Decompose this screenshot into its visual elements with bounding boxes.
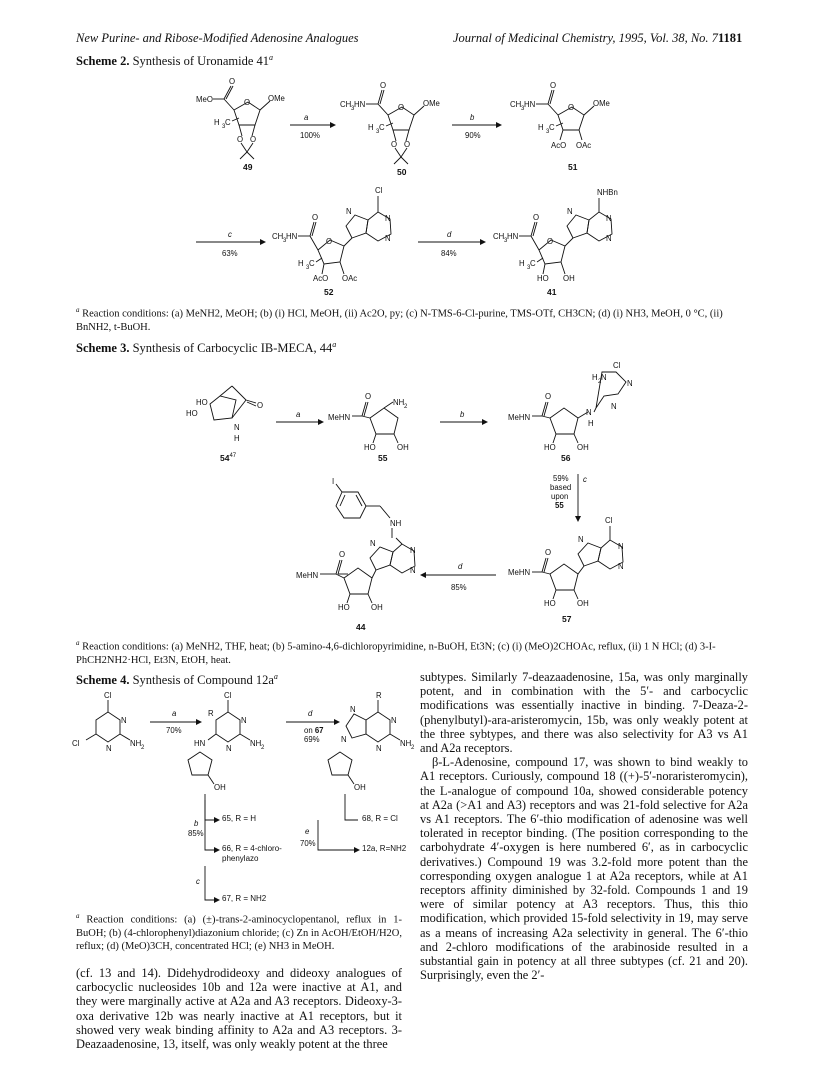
svg-text:b: b	[470, 113, 475, 122]
page-number: 1181	[718, 31, 743, 45]
svg-text:N: N	[350, 705, 356, 714]
svg-text:O: O	[250, 135, 257, 144]
svg-text:c: c	[583, 475, 587, 484]
svg-text:N: N	[578, 535, 584, 544]
svg-text:HN: HN	[194, 739, 206, 748]
svg-text:c: c	[228, 230, 232, 239]
svg-text:CH: CH	[493, 232, 505, 241]
compound-49-structure	[196, 77, 285, 159]
svg-text:OMe: OMe	[423, 99, 440, 108]
svg-text:OH: OH	[577, 443, 589, 452]
svg-text:3: 3	[504, 238, 508, 244]
svg-text:HN: HN	[524, 100, 536, 109]
svg-text:OMe: OMe	[593, 99, 610, 108]
scheme4-note-mark: a	[273, 672, 278, 681]
branch-c	[205, 866, 218, 900]
svg-text:OH: OH	[371, 603, 383, 612]
compound-44-label: 44	[356, 622, 366, 632]
scheme4-title-text: Synthesis of Compound 12a	[132, 673, 274, 688]
svg-text:O: O	[237, 135, 244, 144]
svg-text:2: 2	[598, 379, 602, 385]
svg-text:N: N	[601, 373, 607, 382]
compound-12a-structure	[328, 691, 415, 792]
svg-text:N: N	[567, 207, 573, 216]
scheme3-title	[76, 340, 336, 356]
svg-text:N: N	[627, 379, 633, 388]
compound-68-label: 68, R = Cl	[362, 814, 398, 823]
svg-text:O: O	[545, 392, 552, 401]
svg-text:3: 3	[376, 129, 380, 135]
svg-text:OH: OH	[214, 783, 226, 792]
svg-text:MeO: MeO	[196, 95, 213, 104]
svg-text:d: d	[447, 230, 452, 239]
compound-12a-label: 12a, R=NH2	[362, 844, 407, 853]
svg-text:O: O	[365, 392, 372, 401]
scheme4-label: Scheme 4.	[76, 673, 130, 688]
svg-text:H: H	[588, 419, 594, 428]
svg-text:N: N	[370, 539, 376, 548]
svg-text:O: O	[550, 81, 557, 90]
svg-text:63%: 63%	[222, 249, 238, 258]
svg-text:H: H	[234, 434, 240, 443]
svg-text:O: O	[547, 237, 554, 246]
svg-text:upon: upon	[551, 492, 569, 501]
svg-text:OAc: OAc	[342, 274, 358, 283]
compound-54-label: $54^{47}$	[220, 453, 237, 463]
scheme3-note-mark: a	[332, 340, 337, 349]
svg-text:O: O	[326, 237, 333, 246]
svg-text:HO: HO	[364, 443, 376, 452]
svg-text:OH: OH	[354, 783, 366, 792]
svg-text:O: O	[229, 77, 236, 86]
svg-text:OH: OH	[577, 599, 589, 608]
svg-text:2: 2	[411, 745, 415, 751]
svg-text:90%: 90%	[465, 131, 481, 140]
svg-text:O: O	[244, 98, 251, 107]
compound-51-label: 51	[568, 162, 578, 172]
svg-text:N: N	[106, 744, 112, 753]
svg-text:H: H	[368, 123, 374, 132]
svg-text:HO: HO	[544, 443, 556, 452]
svg-text:HO: HO	[544, 599, 556, 608]
scheme4-title	[76, 672, 278, 688]
svg-text:H: H	[298, 259, 304, 268]
svg-text:CH: CH	[510, 100, 522, 109]
svg-text:e: e	[305, 827, 310, 836]
scheme2-note-mark: a	[269, 53, 274, 62]
svg-text:d: d	[308, 709, 313, 718]
svg-text:I: I	[332, 477, 335, 486]
scheme2-title-text: Synthesis of Uronamide 41	[132, 54, 270, 69]
svg-text:AcO: AcO	[313, 274, 329, 283]
svg-text:a: a	[296, 410, 301, 419]
svg-text:NH: NH	[400, 739, 412, 748]
svg-text:3: 3	[283, 238, 287, 244]
right-column-text	[420, 670, 748, 982]
svg-text:3: 3	[351, 106, 355, 112]
svg-text:N: N	[226, 744, 232, 753]
compound-65-structure	[188, 691, 265, 792]
svg-text:3: 3	[521, 106, 525, 112]
svg-text:NH: NH	[393, 398, 405, 407]
svg-text:AcO: AcO	[551, 141, 567, 150]
svg-text:O: O	[391, 140, 398, 149]
branch-b	[205, 794, 218, 820]
svg-text:O: O	[339, 550, 346, 559]
svg-text:HO: HO	[537, 274, 549, 283]
svg-text:NH: NH	[250, 739, 262, 748]
svg-text:H: H	[214, 118, 220, 127]
svg-text:R: R	[376, 691, 382, 700]
scheme4-footnote	[76, 910, 402, 953]
right-column-paragraph-2: β-L-Adenosine, compound 17, was shown to bind weakly to A1 receptors. Curiously, compound 18 ((+)-5′-noraristeromycin), the L-analogue of compound 10a, showed considerable potency at A2a (>A1 and A3) receptors and was 21-fold selective for A2a vs A1 receptors. The 6′-thio modification of adenosine was well tolerated in receptor binding. (The position corresponding to the carbohydrate 4′-oxygen is here numbered 6′, as in carbocyclic derivatives.) Compound 19 was 3.2-fold more potent than the corresponding oxygen analogue 1 at A2a receptors, while at A1 receptors affinity diminished by 32-fold. Compounds 1 and 19 were of similar potency at A3 receptors. Thus, this thio modification, which provided 15-fold selectivity in 19, may serve as a means of increasing A2a selectivity in general. The 6′-thio and 2-chloro modifications of the arabinoside resulted in a substantial gain in potency at all three subtypes (cf. 21 and 20). Surprisingly, even the 2′-	[420, 755, 748, 983]
svg-text:O: O	[568, 103, 575, 112]
left-column-paragraph: (cf. 13 and 14). Didehydrodideoxy and dideoxy analogues of carbocyclic nucleosides 10b and 12a were inactive at A1, and they were marginally active at A2a and A3 receptors. Dideoxy-3-oxa derivative 12b was nearly inactive at A1 receptors, but it showed very weak binding affinity to A2a and A3 receptors. 3-Deazaadenosine, 13, itself, was only weakly potent at the three	[76, 966, 402, 1052]
svg-text:N: N	[385, 234, 391, 243]
svg-text:N: N	[346, 207, 352, 216]
svg-text:N: N	[586, 408, 592, 417]
branch-d-e	[345, 794, 358, 820]
svg-text:59%: 59%	[553, 474, 569, 483]
svg-text:H: H	[538, 123, 544, 132]
svg-text:MeHN: MeHN	[328, 413, 351, 422]
running-header-journal: Journal of Medicinal Chemistry, 1995, Vol. 38, No. 7	[453, 31, 718, 45]
svg-text:N: N	[611, 402, 617, 411]
compound-55-structure	[328, 392, 409, 452]
svg-text:O: O	[312, 213, 319, 222]
svg-text:N: N	[410, 546, 416, 555]
scheme3-footnote-mark: a	[76, 639, 80, 647]
svg-text:2: 2	[141, 745, 145, 751]
svg-text:N: N	[234, 423, 240, 432]
svg-text:H: H	[519, 259, 525, 268]
svg-text:C: C	[225, 118, 231, 127]
svg-text:OMe: OMe	[268, 94, 285, 103]
scheme4-footnote-text: Reaction conditions: (a) (±)-trans-2-aminocyclopentanol, reflux in 1-BuOH; (b) (4-chlorophenyl)diazonium chloride; (c) Zn in AcOH/EtOH/H2O, reflux; (d) (MeO)3CH, concentrated HCl; (e) NH3 in MeOH.	[76, 914, 402, 952]
compound-49-label: 49	[243, 162, 253, 172]
scheme2-footnote	[76, 304, 748, 334]
compound-52-label: 52	[324, 287, 334, 297]
svg-text:H: H	[592, 373, 598, 382]
svg-text:NHBn: NHBn	[597, 188, 618, 197]
svg-text:85%: 85%	[188, 829, 204, 838]
svg-text:C: C	[379, 123, 385, 132]
svg-text:N: N	[391, 716, 397, 725]
svg-text:O: O	[533, 213, 540, 222]
compound-56-label: 56	[561, 453, 571, 463]
svg-text:85%: 85%	[451, 583, 467, 592]
svg-text:CH: CH	[272, 232, 284, 241]
svg-text:c: c	[196, 877, 200, 886]
scheme4-footnote-mark: a	[76, 912, 80, 920]
svg-text:C: C	[549, 123, 555, 132]
svg-text:b: b	[460, 410, 465, 419]
compound-41-label: 41	[547, 287, 557, 297]
left-column-text	[76, 966, 402, 1051]
svg-text:O: O	[545, 548, 552, 557]
svg-text:HN: HN	[507, 232, 519, 241]
svg-text:NH: NH	[130, 739, 142, 748]
svg-text:C: C	[309, 259, 315, 268]
svg-text:N: N	[385, 214, 391, 223]
svg-text:OH: OH	[563, 274, 575, 283]
compound-41-structure	[493, 188, 618, 283]
svg-text:d: d	[458, 562, 463, 571]
compound-66-label: 66, R = 4-chloro-phenylazo	[222, 844, 282, 863]
svg-text:R: R	[208, 709, 214, 718]
compound-50-label: 50	[397, 167, 407, 177]
svg-text:2: 2	[404, 404, 408, 410]
svg-text:HO: HO	[196, 398, 208, 407]
svg-text:OAc: OAc	[576, 141, 592, 150]
svg-text:HN: HN	[354, 100, 366, 109]
svg-text:N: N	[376, 744, 382, 753]
svg-text:NH: NH	[390, 519, 402, 528]
scheme2-footnote-mark: a	[76, 306, 80, 314]
svg-text:MeHN: MeHN	[296, 571, 319, 580]
right-column-paragraph-1: subtypes. Similarly 7-deazaadenosine, 15a, was only marginally potent, and in combination with the 5′- and carbocyclic modifications was essentially inactive in binding. 7-Deaza-2-(phenylbutyl)-ara-aristeromycin, 15b, was only weakly potent at the three sybtypes, and there was also selectivity for A3 vs A1 and A2a receptors.	[420, 670, 748, 756]
svg-text:Cl: Cl	[613, 361, 621, 370]
scheme3-footnote-text: Reaction conditions: (a) MeNH2, THF, heat; (b) 5-amino-4,6-dichloropyrimidine, n-BuOH, Et3N; (c) (i) (MeO)2CHOAc, reflux, (ii) 1 N HCl; (d) 3-I-PhCH2NH2·HCl, Et3N, EtOH, heat.	[76, 641, 716, 666]
compound-57-structure	[508, 516, 624, 608]
svg-text:HO: HO	[186, 409, 198, 418]
compound-51-structure	[510, 81, 610, 150]
svg-text:C: C	[530, 259, 536, 268]
svg-text:CH: CH	[340, 100, 352, 109]
svg-text:N: N	[606, 214, 612, 223]
svg-text:MeHN: MeHN	[508, 413, 531, 422]
svg-text:3: 3	[527, 265, 531, 271]
compound-65-label: 65, R = H	[222, 814, 257, 823]
scheme3-footnote	[76, 637, 748, 667]
svg-text:84%: 84%	[441, 249, 457, 258]
svg-text:69%: 69%	[304, 735, 320, 744]
compound-44-structure	[296, 477, 416, 612]
svg-text:MeHN: MeHN	[508, 568, 531, 577]
compound-52-structure	[272, 186, 391, 283]
compound-54-structure	[186, 386, 263, 443]
svg-text:N: N	[606, 234, 612, 243]
scheme3-title-text: Synthesis of Carbocyclic IB-MECA, 44	[132, 341, 333, 356]
svg-text:HO: HO	[338, 603, 350, 612]
svg-text:N: N	[241, 716, 247, 725]
svg-text:N: N	[341, 735, 347, 744]
svg-text:Cl: Cl	[605, 516, 613, 525]
svg-text:3: 3	[546, 129, 550, 135]
svg-text:N: N	[410, 566, 416, 575]
scheme2-label: Scheme 2.	[76, 54, 130, 69]
svg-text:b: b	[194, 819, 199, 828]
svg-text:Cl: Cl	[224, 691, 232, 700]
svg-text:100%: 100%	[300, 131, 320, 140]
compound-55-label: 55	[378, 453, 388, 463]
svg-text:Cl: Cl	[72, 739, 80, 748]
svg-text:HN: HN	[286, 232, 298, 241]
compound-67-label: 67, R = NH2	[222, 894, 267, 903]
svg-text:O: O	[380, 81, 387, 90]
compound-dichloroaminopyrimidine-structure	[72, 691, 145, 753]
svg-text:2: 2	[261, 745, 265, 751]
svg-text:Cl: Cl	[104, 691, 112, 700]
svg-text:3: 3	[222, 124, 226, 130]
scheme3-label: Scheme 3.	[76, 341, 130, 356]
svg-text:70%: 70%	[300, 839, 316, 848]
running-header-left: New Purine- and Ribose-Modified Adenosine Analogues	[76, 31, 359, 45]
svg-text:N: N	[121, 716, 127, 725]
scheme2-footnote-text: Reaction conditions: (a) MeNH2, MeOH; (b) (i) HCl, MeOH, (ii) Ac2O, py; (c) N-TMS-6-Cl-purine, TMS-OTf, CH3CN; (d) (i) NH3, MeOH, 0 °C, (ii) BnNH2, t-BuOH.	[76, 308, 723, 333]
svg-text:O: O	[398, 103, 405, 112]
compound-50-structure	[340, 81, 440, 164]
svg-text:on 67: on 67	[304, 726, 324, 735]
svg-text:70%: 70%	[166, 726, 182, 735]
svg-text:N: N	[618, 562, 624, 571]
svg-text:OH: OH	[397, 443, 409, 452]
svg-text:Cl: Cl	[375, 186, 383, 195]
svg-text:based: based	[550, 483, 572, 492]
svg-text:N: N	[618, 542, 624, 551]
svg-text:O: O	[404, 140, 411, 149]
svg-text:a: a	[304, 113, 309, 122]
svg-text:55: 55	[555, 501, 564, 510]
svg-text:a: a	[172, 709, 177, 718]
svg-text:O: O	[257, 401, 264, 410]
compound-57-label: 57	[562, 614, 572, 624]
compound-56-structure	[508, 361, 633, 452]
svg-text:3: 3	[306, 265, 310, 271]
